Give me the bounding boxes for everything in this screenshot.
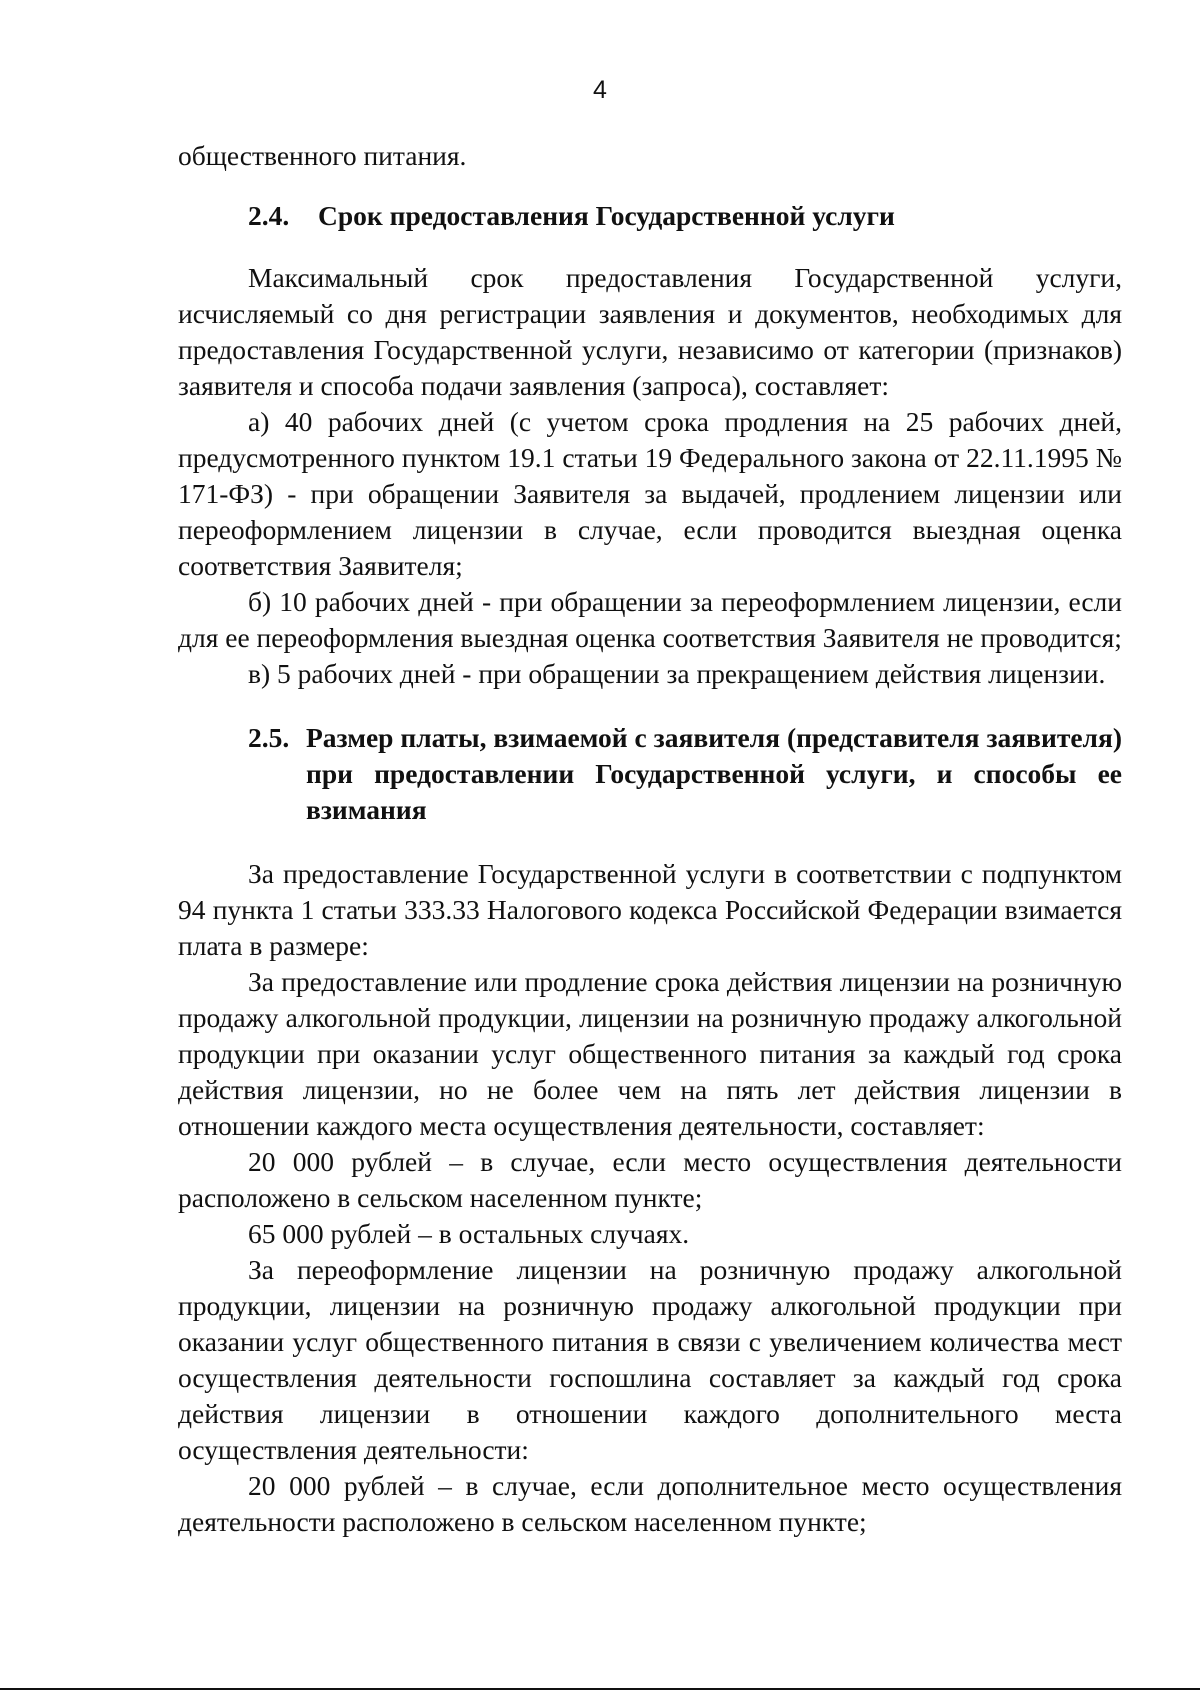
page-number: 4 bbox=[593, 76, 607, 104]
section-number-2-4: 2.4. bbox=[248, 200, 290, 231]
section-number-2-5: 2.5. bbox=[248, 722, 290, 753]
section-title-2-4: Срок предоставления Государственной услуги bbox=[318, 200, 895, 231]
rural-fee-paragraph: 20 000 рублей – в случае, если место осуществления деятельности расположено в сельском населенном пункте; bbox=[178, 1146, 1122, 1213]
section-heading-2-4 bbox=[178, 198, 1122, 234]
license-fee-paragraph: За предоставление или продление срока действия лицензии на розничную продажу алкогольной продукции, лицензии на розничную продажу алкогольной продукции при оказании услуг общественного питания за каждый год срока действия лицензии, но не более чем на пять лет действия лицензии в отношении каждого места осуществления деятельности, составляет: bbox=[178, 966, 1122, 1141]
section-heading-2-5 bbox=[178, 720, 1122, 828]
lead-paragraph: общественного питания. bbox=[178, 140, 467, 171]
max-term-paragraph: Максимальный срок предоставления Государственной услуги, исчисляемый со дня регистрации заявления и документов, необходимых для предоставления Государственной услуги, независимо от категории (признаков) заявителя и способа подачи заявления (запроса), составляет: bbox=[178, 262, 1122, 401]
document-body bbox=[178, 138, 1122, 1540]
term-item-b: б) 10 рабочих дней - при обращении за переоформлением лицензии, если для ее переоформления выездная оценка соответствия Заявителя не проводится; bbox=[178, 586, 1122, 653]
other-cases-fee-paragraph: 65 000 рублей – в остальных случаях. bbox=[248, 1218, 690, 1249]
term-item-c: в) 5 рабочих дней - при обращении за прекращением действия лицензии. bbox=[248, 658, 1106, 689]
section-title-2-5: Размер платы, взимаемой с заявителя (представителя заявителя) при предоставлении Государственной услуги, и способы ее взимания bbox=[306, 722, 1122, 825]
fee-basis-paragraph: За предоставление Государственной услуги в соответствии с подпунктом 94 пункта 1 статьи 333.33 Налогового кодекса Российской Федерации взимается плата в размере: bbox=[178, 858, 1122, 961]
reissue-fee-paragraph: За переоформление лицензии на розничную продажу алкогольной продукции, лицензии на розничную продажу алкогольной продукции при оказании услуг общественного питания в связи с увеличением количества мест осуществления деятельности госпошлина составляет за каждый год срока действия лицензии в отношении каждого дополнительного места осуществления деятельности: bbox=[178, 1254, 1122, 1465]
term-item-a: а) 40 рабочих дней (с учетом срока продления на 25 рабочих дней, предусмотренного пунктом 19.1 статьи 19 Федерального закона от 22.11.1995 № 171-ФЗ) - при обращении Заявителя за выдачей, продлением лицензии или переоформлением лицензии в случае, если проводится выездная оценка соответствия Заявителя; bbox=[178, 406, 1122, 581]
page-bottom-rule bbox=[0, 1688, 1200, 1690]
additional-rural-fee-paragraph: 20 000 рублей – в случае, если дополнительное место осуществления деятельности расположено в сельском населенном пункте; bbox=[178, 1470, 1122, 1537]
